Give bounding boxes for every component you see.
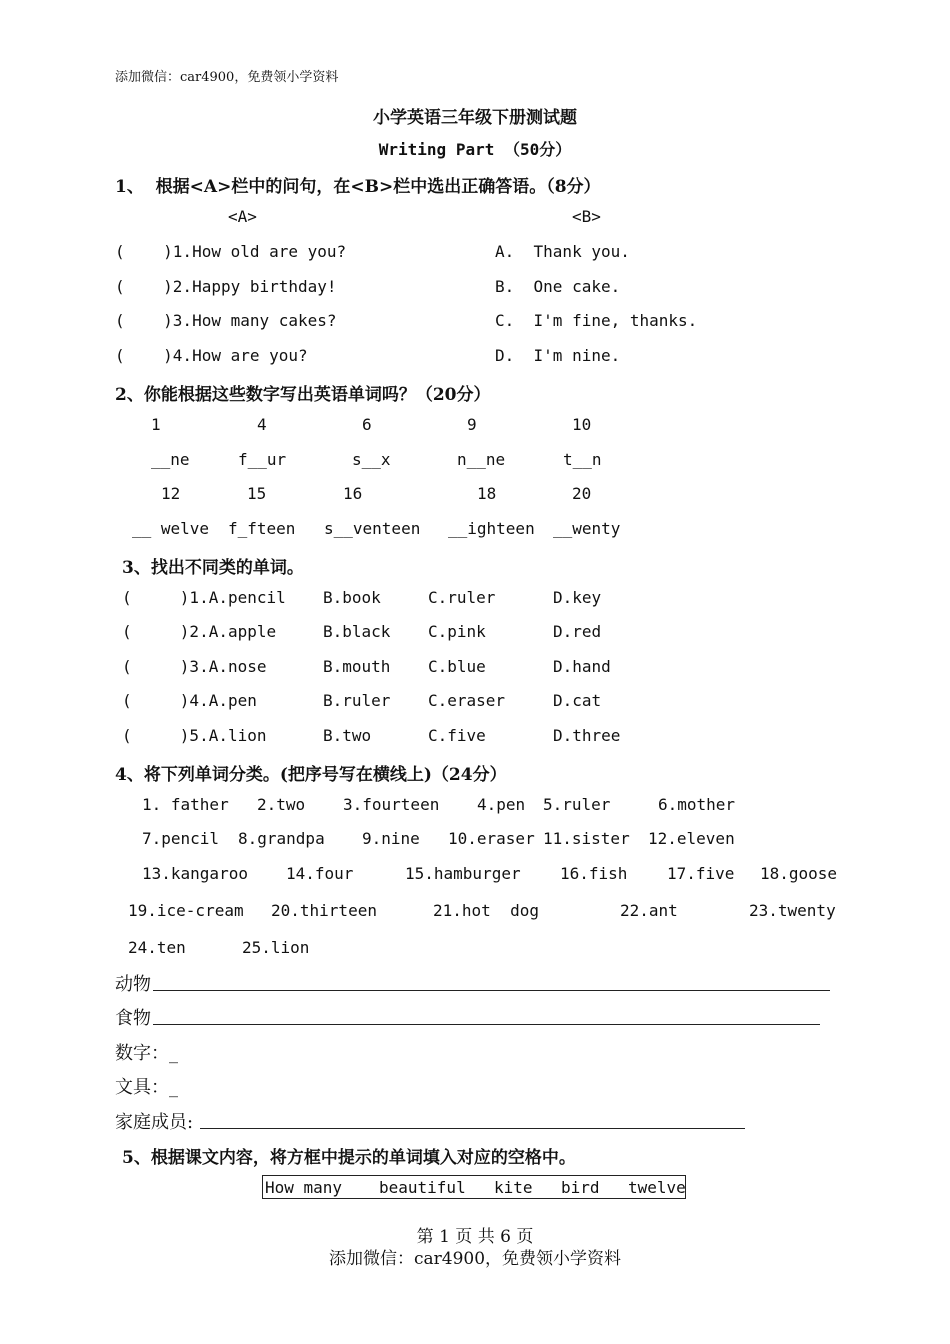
word-20: 20.thirteen — [271, 901, 377, 920]
word-blank-eighteen: __ighteen — [448, 519, 535, 538]
word-7: 7.pencil — [142, 829, 220, 848]
odd-one-5-b: B.two — [323, 726, 372, 745]
odd-one-1-c: C.ruler — [428, 588, 496, 607]
category-family-label: 家庭成员: — [115, 1112, 194, 1133]
word-10: 10.eraser — [448, 829, 535, 848]
odd-one-4-question: ( )4.A.pen — [122, 691, 257, 710]
page-number: 第 1 页 共 6 页 — [416, 1227, 534, 1247]
odd-one-1-d: D.key — [553, 588, 602, 607]
word-blank-one: __ne — [151, 450, 190, 469]
odd-one-5-c: C.five — [428, 726, 486, 745]
word-9: 9.nine — [362, 829, 420, 848]
odd-one-4-b: B.ruler — [323, 691, 391, 710]
footer-note: 添加微信：car4900，免费领小学资料 — [328, 1249, 622, 1269]
word-blank-twenty: __wenty — [553, 519, 621, 538]
column-a-label: <A> — [228, 207, 257, 226]
word-8: 8.grandpa — [238, 829, 325, 848]
word-blank-four: f__ur — [238, 450, 287, 469]
number-6: 6 — [362, 415, 372, 434]
word-25: 25.lion — [242, 938, 310, 957]
word-12: 12.eleven — [648, 829, 735, 848]
odd-one-2-c: C.pink — [428, 622, 486, 641]
odd-one-3-question: ( )3.A.nose — [122, 657, 267, 676]
word-2: 2.two — [257, 795, 306, 814]
word-21: 21.hot dog — [433, 901, 539, 920]
word-19: 19.ice-cream — [128, 901, 244, 920]
odd-one-4-d: D.cat — [553, 691, 602, 710]
number-9: 9 — [467, 415, 477, 434]
answer-a: A. Thank you. — [495, 242, 630, 261]
odd-one-3-b: B.mouth — [323, 657, 391, 676]
odd-one-2-question: ( )2.A.apple — [122, 622, 277, 641]
word-bank-kite: kite — [494, 1178, 533, 1197]
odd-one-3-d: D.hand — [553, 657, 611, 676]
word-13: 13.kangaroo — [142, 864, 248, 883]
word-1: 1. father — [142, 795, 229, 814]
answer-b: B. One cake. — [495, 277, 621, 296]
word-bank-twelve: twelve — [628, 1178, 686, 1197]
number-4: 4 — [257, 415, 267, 434]
odd-one-3-c: C.blue — [428, 657, 486, 676]
word-14: 14.four — [286, 864, 354, 883]
number-10: 10 — [572, 415, 592, 434]
odd-one-2-d: D.red — [553, 622, 602, 641]
question-2: ( )2.Happy birthday! — [115, 277, 337, 296]
word-6: 6.mother — [658, 795, 736, 814]
category-food-label: 食物 — [115, 1008, 151, 1029]
section4-heading: 4、将下列单词分类。(把序号写在横线上)（24分） — [115, 765, 507, 785]
word-blank-ten: t__n — [563, 450, 602, 469]
question-3: ( )3.How many cakes? — [115, 311, 337, 330]
number-20: 20 — [572, 484, 592, 503]
odd-one-2-b: B.black — [323, 622, 391, 641]
word-22: 22.ant — [620, 901, 678, 920]
number-16: 16 — [343, 484, 363, 503]
category-animals-label: 动物 — [115, 974, 151, 995]
word-bank-how-many: How many — [265, 1178, 343, 1197]
odd-one-5-d: D.three — [553, 726, 621, 745]
word-blank-twelve: __ welve — [132, 519, 210, 538]
section1-heading: 1、 根据<A>栏中的问句，在<B>栏中选出正确答语。（8分） — [115, 177, 601, 197]
word-4: 4.pen — [477, 795, 526, 814]
odd-one-1-b: B.book — [323, 588, 381, 607]
word-3: 3.fourteen — [343, 795, 440, 814]
category-food-line[interactable] — [153, 1024, 820, 1025]
odd-one-5-question: ( )5.A.lion — [122, 726, 267, 745]
word-18: 18.goose — [760, 864, 838, 883]
word-17: 17.five — [667, 864, 735, 883]
page-title: 小学英语三年级下册测试题 — [373, 108, 577, 128]
column-b-label: <B> — [572, 207, 601, 226]
number-18: 18 — [477, 484, 497, 503]
word-blank-seventeen: s__venteen — [324, 519, 421, 538]
category-animals-line[interactable] — [153, 990, 830, 991]
word-blank-six: s__x — [352, 450, 391, 469]
answer-c: C. I'm fine, thanks. — [495, 311, 698, 330]
word-bank-bird: bird — [561, 1178, 600, 1197]
word-16: 16.fish — [560, 864, 628, 883]
question-4: ( )4.How are you? — [115, 346, 308, 365]
odd-one-1-question: ( )1.A.pencil — [122, 588, 286, 607]
word-15: 15.hamburger — [405, 864, 521, 883]
word-24: 24.ten — [128, 938, 186, 957]
section2-heading: 2、你能根据这些数字写出英语单词吗？（20分） — [115, 385, 491, 405]
word-23: 23.twenty — [749, 901, 836, 920]
odd-one-4-c: C.eraser — [428, 691, 506, 710]
word-5: 5.ruler — [543, 795, 611, 814]
category-family-line[interactable] — [200, 1128, 745, 1129]
number-1: 1 — [151, 415, 161, 434]
category-stationery-label: 文具：_ — [115, 1077, 178, 1098]
page-subtitle: Writing Part （50分） — [378, 140, 572, 159]
number-12: 12 — [161, 484, 181, 503]
section5-heading: 5、根据课文内容，将方框中提示的单词填入对应的空格中。 — [122, 1148, 576, 1168]
answer-d: D. I'm nine. — [495, 346, 621, 365]
question-1: ( )1.How old are you? — [115, 242, 347, 261]
word-blank-nine: n__ne — [457, 450, 506, 469]
word-11: 11.sister — [543, 829, 630, 848]
word-bank-beautiful: beautiful — [379, 1178, 466, 1197]
category-numbers-label: 数字：_ — [115, 1043, 178, 1064]
section3-heading: 3、找出不同类的单词。 — [122, 558, 304, 578]
word-blank-fifteen: f_fteen — [228, 519, 296, 538]
number-15: 15 — [247, 484, 267, 503]
word-bank-box — [262, 1175, 686, 1199]
header-note: 添加微信：car4900，免费领小学资料 — [115, 70, 339, 85]
